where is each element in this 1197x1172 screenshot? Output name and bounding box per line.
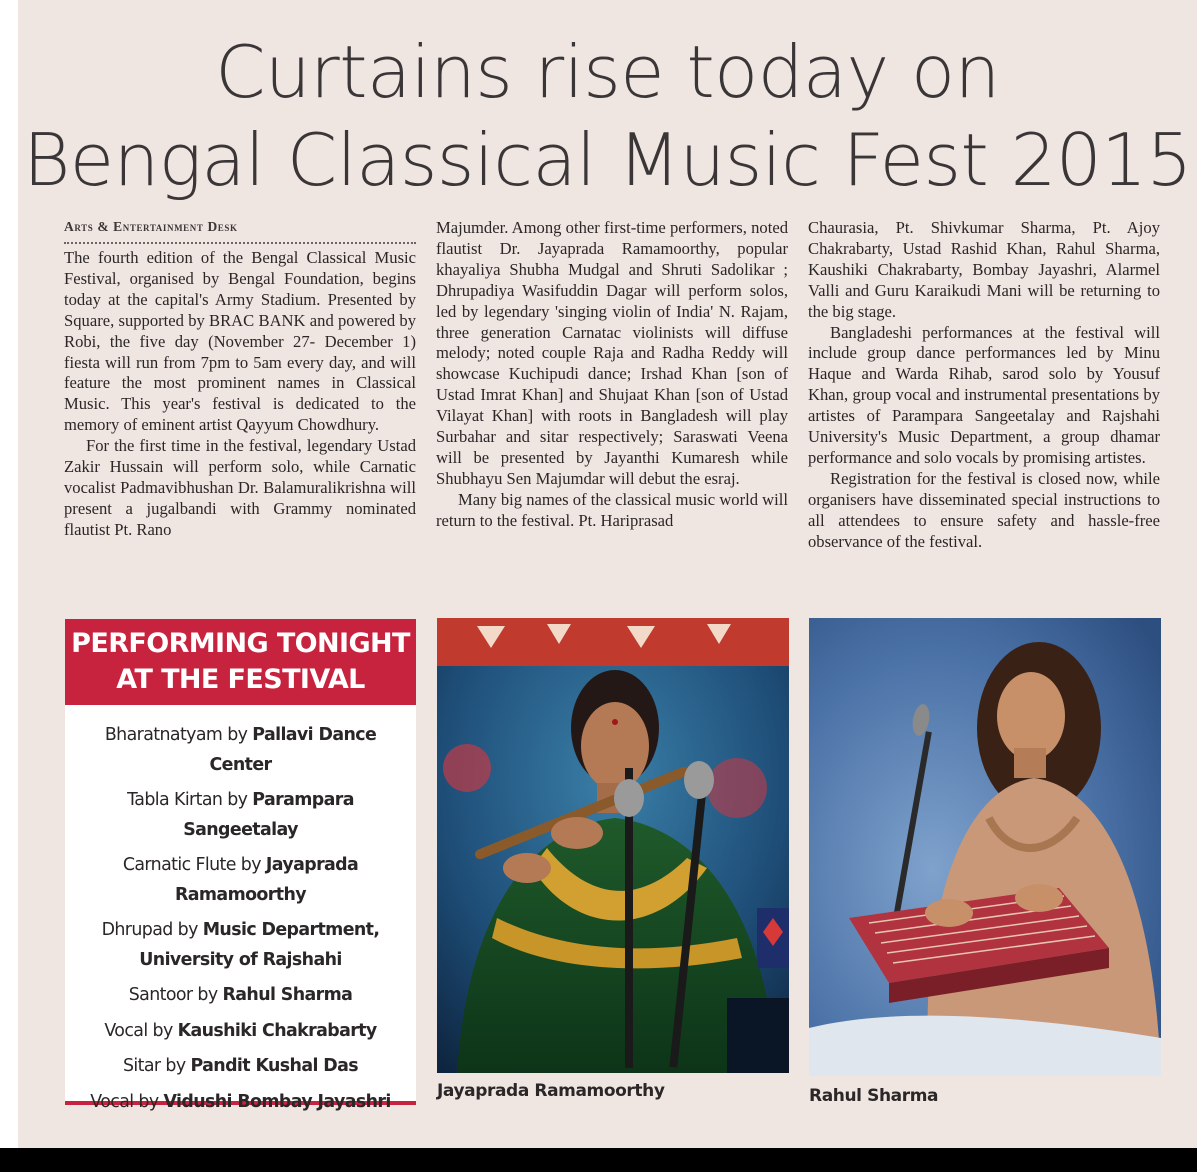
- article-paragraph: The fourth edition of the Bengal Classical Music Festival, organised by Bengal Foundation, begins today at the capital's Army Stadium. Presented by Square, supported by BRAC BANK and powered by Robi, the five day (November 27- December 1) fiesta will run from 7pm to 5am every day, and will feature the most prominent names in Classical Music. This year's festival is dedicated to the memory of eminent artist Qayyum Chowdhury.: [64, 248, 416, 435]
- performance-item: [77, 1017, 404, 1047]
- article-column-1: [64, 218, 416, 541]
- performance-form: Vocal by: [90, 1091, 159, 1112]
- performance-form: Tabla Kirtan by: [127, 790, 248, 810]
- performance-item: [77, 1088, 404, 1118]
- performance-item: [77, 916, 404, 975]
- santoor-player-photo-icon: [809, 618, 1161, 1076]
- performance-item: [77, 1052, 404, 1082]
- flautist-photo: [437, 618, 789, 1073]
- article-paragraph: Bangladeshi performances at the festival will include group dance performances led by Minu Haque and Warda Rihab, sarod solo by Yousuf Khan, group vocal and instrumental presentations by artistes of Parampara Sangeetalay and Rajshahi University's Music Department, a group dhamar performance and solo vocals by promising artistes.: [808, 322, 1160, 467]
- performing-tonight-title: [65, 619, 416, 705]
- performer-name: Vidushi Bombay Jayashri: [163, 1091, 391, 1112]
- performance-form: Carnatic Flute by: [122, 855, 261, 875]
- article-column-2: [436, 218, 788, 532]
- page-bottom-bar: [0, 1148, 1197, 1172]
- article-column-3: [808, 218, 1160, 553]
- article-paragraph: Majumder. Among other first-time performers, noted flautist Dr. Jayaprada Ramamoorthy, popular khayaliya Shubha Mudgal and Shruti Sadolikar ; Dhrupadiya Wasifuddin Dagar will perform solos, led by legendary 'singing violin of India' N. Rajam, three generation Carnatac violinists will diffuse melody; noted couple Raja and Radha Reddy will showcase Kuchipudi dance; Irshad Khan [son of Ustad Imrat Khan] and Shujaat Khan [son of Ustad Vilayat Khan] with roots in Bangladesh will play Surbahar and sitar respectively; Saraswati Veena will be presented by Jayanthi Kumaresh while Shubhayu Sen Majumdar will debut the esraj.: [436, 218, 788, 488]
- byline-desk: Arts & Entertainment Desk: [64, 219, 238, 234]
- performance-form: Vocal by: [104, 1020, 173, 1041]
- performer-name: Pallavi Dance Center: [209, 725, 377, 775]
- performance-item: [77, 786, 404, 845]
- performance-item: [77, 851, 404, 910]
- performer-name: Kaushiki Chakrabarty: [177, 1020, 377, 1041]
- byline-divider: [64, 242, 416, 244]
- flautist-photo-icon: [437, 618, 789, 1073]
- page-left-margin: [0, 0, 18, 1148]
- headline-line-2: Bengal Classical Music Fest 2015: [23, 118, 1192, 202]
- santoor-player-photo: [809, 618, 1161, 1076]
- performer-name: Parampara Sangeetalay: [183, 790, 354, 840]
- performing-tonight-box: [65, 619, 416, 1112]
- performance-form: Sitar by: [122, 1056, 186, 1076]
- headline: [18, 28, 1197, 204]
- article-paragraph: For the first time in the festival, legendary Ustad Zakir Hussain will perform solo, while Carnatic vocalist Padmavibhushan Dr. Balamuralikrishna will present a jugalbandi with Grammy nominated flautist Pt. Rano: [64, 436, 416, 539]
- performance-item: [77, 721, 404, 780]
- article-paragraph: Chaurasia, Pt. Shivkumar Sharma, Pt. Ajoy Chakrabarty, Ustad Rashid Khan, Rahul Sharma, Kaushiki Chakrabarty, Bombay Jayashri, Alarmel Valli and Guru Karaikudi Mani will be returning to the big stage.: [808, 218, 1160, 321]
- performance-list: [65, 705, 416, 1117]
- performer-name: Rahul Sharma: [222, 985, 353, 1005]
- performer-name: Pandit Kushal Das: [190, 1056, 359, 1076]
- article-paragraph: Registration for the festival is closed now, while organisers have disseminated special instructions to all attendees to ensure safety and hassle-free observance of the festival.: [808, 468, 1160, 551]
- title-line-2: AT THE FESTIVAL: [116, 664, 365, 695]
- performance-item: [77, 981, 404, 1011]
- performance-form: Dhrupad by: [101, 920, 198, 940]
- article-paragraph: Many big names of the classical music world will return to the festival. Pt. Hariprasad: [436, 489, 788, 530]
- performance-form: Santoor by: [128, 985, 218, 1005]
- performer-name: Jayaprada Ramamoorthy: [174, 855, 359, 905]
- photo-caption: Rahul Sharma: [809, 1086, 939, 1106]
- newspaper-page: [18, 0, 1197, 1148]
- headline-line-1: Curtains rise today on: [215, 30, 1000, 114]
- performer-name: Music Department, University of Rajshahi: [139, 920, 380, 970]
- title-line-1: PERFORMING TONIGHT: [71, 628, 410, 659]
- photo-caption: Jayaprada Ramamoorthy: [437, 1081, 665, 1101]
- performance-form: Bharatnatyam by: [104, 725, 248, 745]
